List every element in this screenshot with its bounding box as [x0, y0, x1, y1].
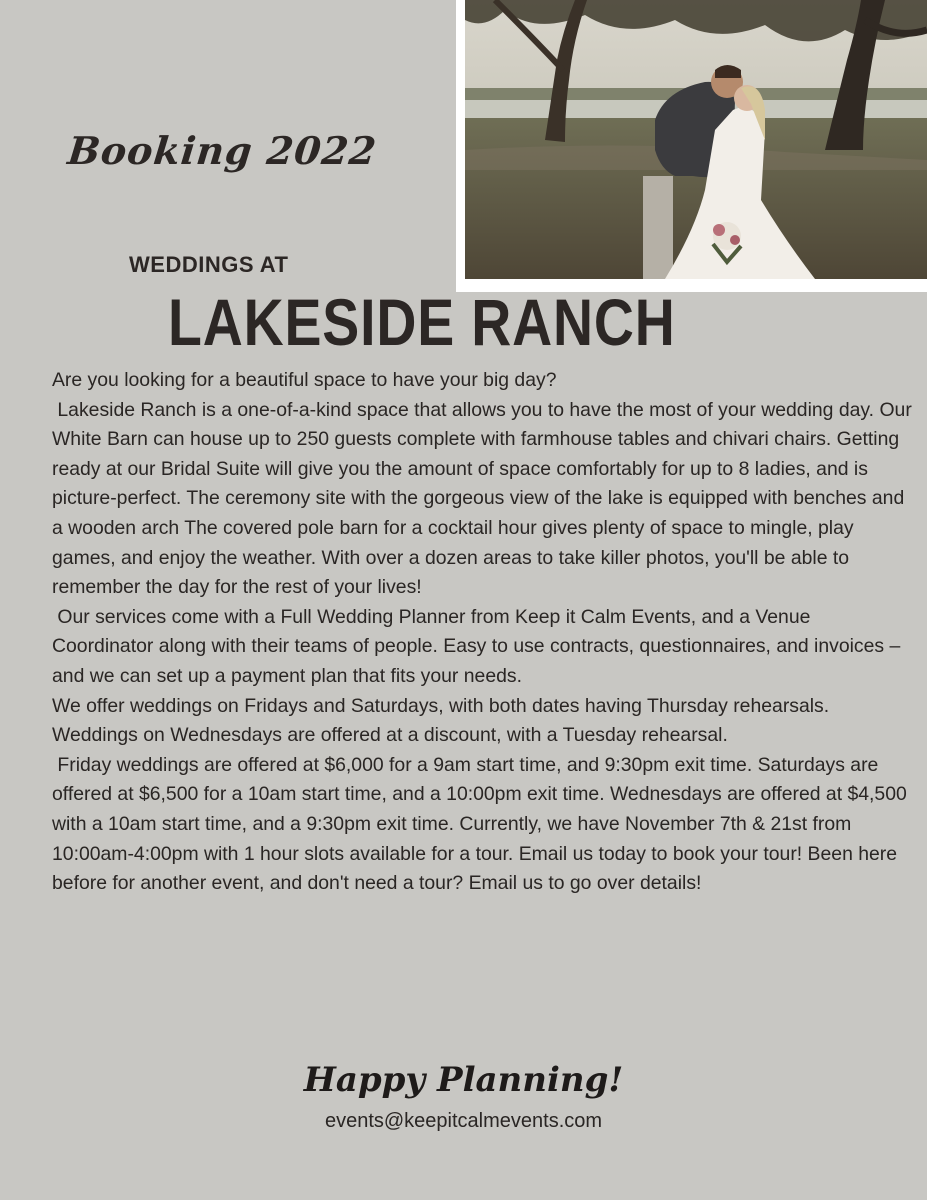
- body-paragraph: Lakeside Ranch is a one-of-a-kind space that allows you to have the most of your wedding day. Our White Barn can house up to 250 guests complete with farmhouse tables and chivari chairs. Getting ready at our Bridal Suite will give you the amount of space comfortably for up to 8 ladies, and is picture-perfect. The ceremony site with the gorgeous view of the lake is equipped with benches and a wooden arch The covered pole barn for a cocktail hour gives plenty of space to mingle, play games, and enjoy the weather. With over a dozen areas to take killer photos, you'll be able to remember the day for the rest of your lives!: [52, 398, 918, 599]
- body-text: [52, 366, 918, 899]
- contact-email: events@keepitcalmevents.com: [324, 1110, 603, 1132]
- body-paragraph: We offer weddings on Fridays and Saturdays, with both dates having Thursday rehearsals. Weddings on Wednesdays are offered at a discount, with a Tuesday rehearsal.: [52, 694, 835, 747]
- body-paragraph: Are you looking for a beautiful space to have your big day?: [52, 369, 557, 391]
- happy-planning-signoff: Happy Planning!: [303, 1060, 624, 1100]
- wedding-couple-photo: [465, 0, 927, 279]
- booking-year-heading: Booking 2022: [65, 128, 380, 173]
- body-paragraph: Friday weddings are offered at $6,000 for a 9am start time, and 9:30pm exit time. Saturdays are offered at $6,500 for a 10am start time, and a 10:00pm exit time. Wednesdays are offered at $4,500 with a 10am start time, and a 9:30pm exit time. Currently, we have November 7th & 21st from 10:00am-4:00pm with 1 hour slots available for a tour. Email us today to book your tour! Been here before for another event, and don't need a tour? Email us to go over details!: [52, 753, 913, 895]
- venue-title: LAKESIDE RANCH: [168, 285, 676, 359]
- body-paragraph: Our services come with a Full Wedding Planner from Keep it Calm Events, and a Venue Coordinator along with their teams of people. Easy to use contracts, questionnaires, and invoices – and we can set up a payment plan that fits your needs.: [52, 605, 906, 687]
- weddings-at-subtitle: WEDDINGS AT: [129, 252, 289, 277]
